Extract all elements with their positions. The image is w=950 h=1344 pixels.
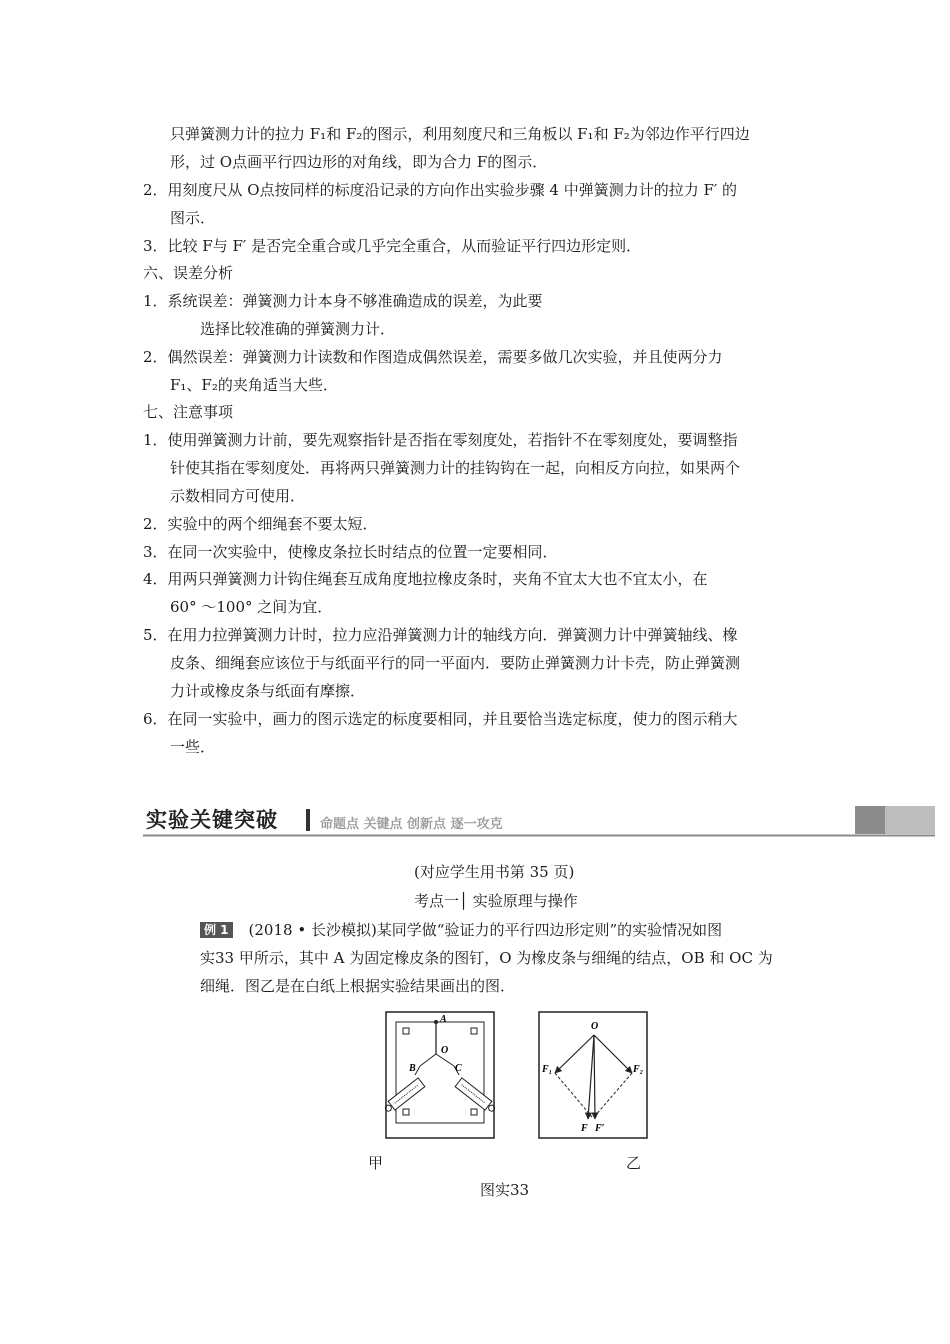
text-line: 一些． xyxy=(170,738,216,756)
text-line: 3．比较 F与 F′ 是否完全重合或几乎完全重合，从而验证平行四边形定则． xyxy=(143,237,642,255)
banner-subtitle: 命题点 关键点 创新点 逐一攻克 xyxy=(320,817,503,832)
figure-caption: 图实33 xyxy=(480,1181,530,1199)
text-line: 图示． xyxy=(170,209,216,227)
text-line: 2．实验中的两个细绳套不要太短． xyxy=(143,515,378,533)
section-heading: 六、误差分析 xyxy=(143,264,234,282)
figure-caption-right: 乙 xyxy=(626,1154,642,1172)
banner-title: 实验关键突破 xyxy=(146,808,278,832)
text-line: 皮条、细绳套应该位于与纸面平行的同一平面内．要防止弹簧测力计卡壳，防止弹簧测 xyxy=(170,654,741,672)
example-badge: 例 1 xyxy=(200,922,233,938)
figure-force-diagram xyxy=(537,1009,649,1141)
text-line: 1．使用弹簧测力计前，要先观察指针是否指在零刻度处，若指针不在零刻度处，要调整指 xyxy=(143,431,738,449)
text-line: 6．在同一实验中，画力的图示选定的标度要相同，并且要恰当选定标度，使力的图示稍大 xyxy=(143,710,738,728)
figure-caption-left: 甲 xyxy=(368,1154,384,1172)
topic-heading: 考点一│ 实验原理与操作 xyxy=(414,892,578,910)
example-line: 例 1 (2018 • 长沙模拟)某同学做“验证力的平行四边形定则”的实验情况如图 xyxy=(200,920,722,940)
label-c: C xyxy=(455,1063,462,1074)
label-b: B xyxy=(409,1063,416,1074)
text-line: 只弹簧测力计的拉力 F₁和 F₂的图示，利用刻度尺和三角板以 F₁和 F₂为邻边作平行四边 xyxy=(170,125,750,143)
label-f-prime: F′ xyxy=(595,1123,605,1134)
text-line: 60° ～100° 之间为宜． xyxy=(170,598,333,616)
text-line: 示数相同方可使用． xyxy=(170,487,306,505)
text-line: 选择比较准确的弹簧测力计． xyxy=(200,320,396,338)
text-line: 5．在用力拉弹簧测力计时，拉力应沿弹簧测力计的轴线方向．弹簧测力计中弹簧轴线、橡 xyxy=(143,626,738,644)
text-line: 力计或橡皮条与纸面有摩擦． xyxy=(170,682,366,700)
section-heading: 七、注意事项 xyxy=(143,403,234,421)
label-f2: F₂ xyxy=(633,1064,644,1075)
text-line: 形，过 O点画平行四边形的对角线，即为合力 F的图示． xyxy=(170,153,548,171)
example-line: 实33 甲所示，其中 A 为固定橡皮条的图钉，O 为橡皮条与细绳的结点，OB 和 OC 为 xyxy=(200,949,773,967)
page-reference: (对应学生用书第 35 页) xyxy=(414,863,575,881)
label-f1: F₁ xyxy=(542,1064,553,1075)
text-line: 4．用两只弹簧测力计钩住绳套互成角度地拉橡皮条时，夹角不宜太大也不宜太小，在 xyxy=(143,570,708,588)
text-line: F₁、F₂的夹角适当大些． xyxy=(170,376,338,394)
label-o: O xyxy=(441,1045,449,1056)
example-line: 细绳．图乙是在白纸上根据实验结果画出的图． xyxy=(200,977,516,995)
text-line: 1．系统误差：弹簧测力计本身不够准确造成的误差，为此要 xyxy=(143,292,543,310)
label-f: F xyxy=(581,1123,588,1134)
label-o: O xyxy=(591,1021,599,1032)
text-line: 3．在同一次实验中，使橡皮条拉长时结点的位置一定要相同． xyxy=(143,543,558,561)
figure-apparatus xyxy=(383,1009,498,1141)
label-a: A xyxy=(440,1014,447,1025)
text-line: 针使其指在零刻度处．再将两只弹簧测力计的挂钩钩在一起，向相反方向拉，如果两个 xyxy=(170,459,741,477)
text-line: 2．用刻度尺从 O点按同样的标度沿记录的方向作出实验步骤 4 中弹簧测力计的拉力 F′ 的 xyxy=(143,181,738,199)
text-line: 2．偶然误差：弹簧测力计读数和作图造成偶然误差，需要多做几次实验，并且使两分力 xyxy=(143,348,723,366)
